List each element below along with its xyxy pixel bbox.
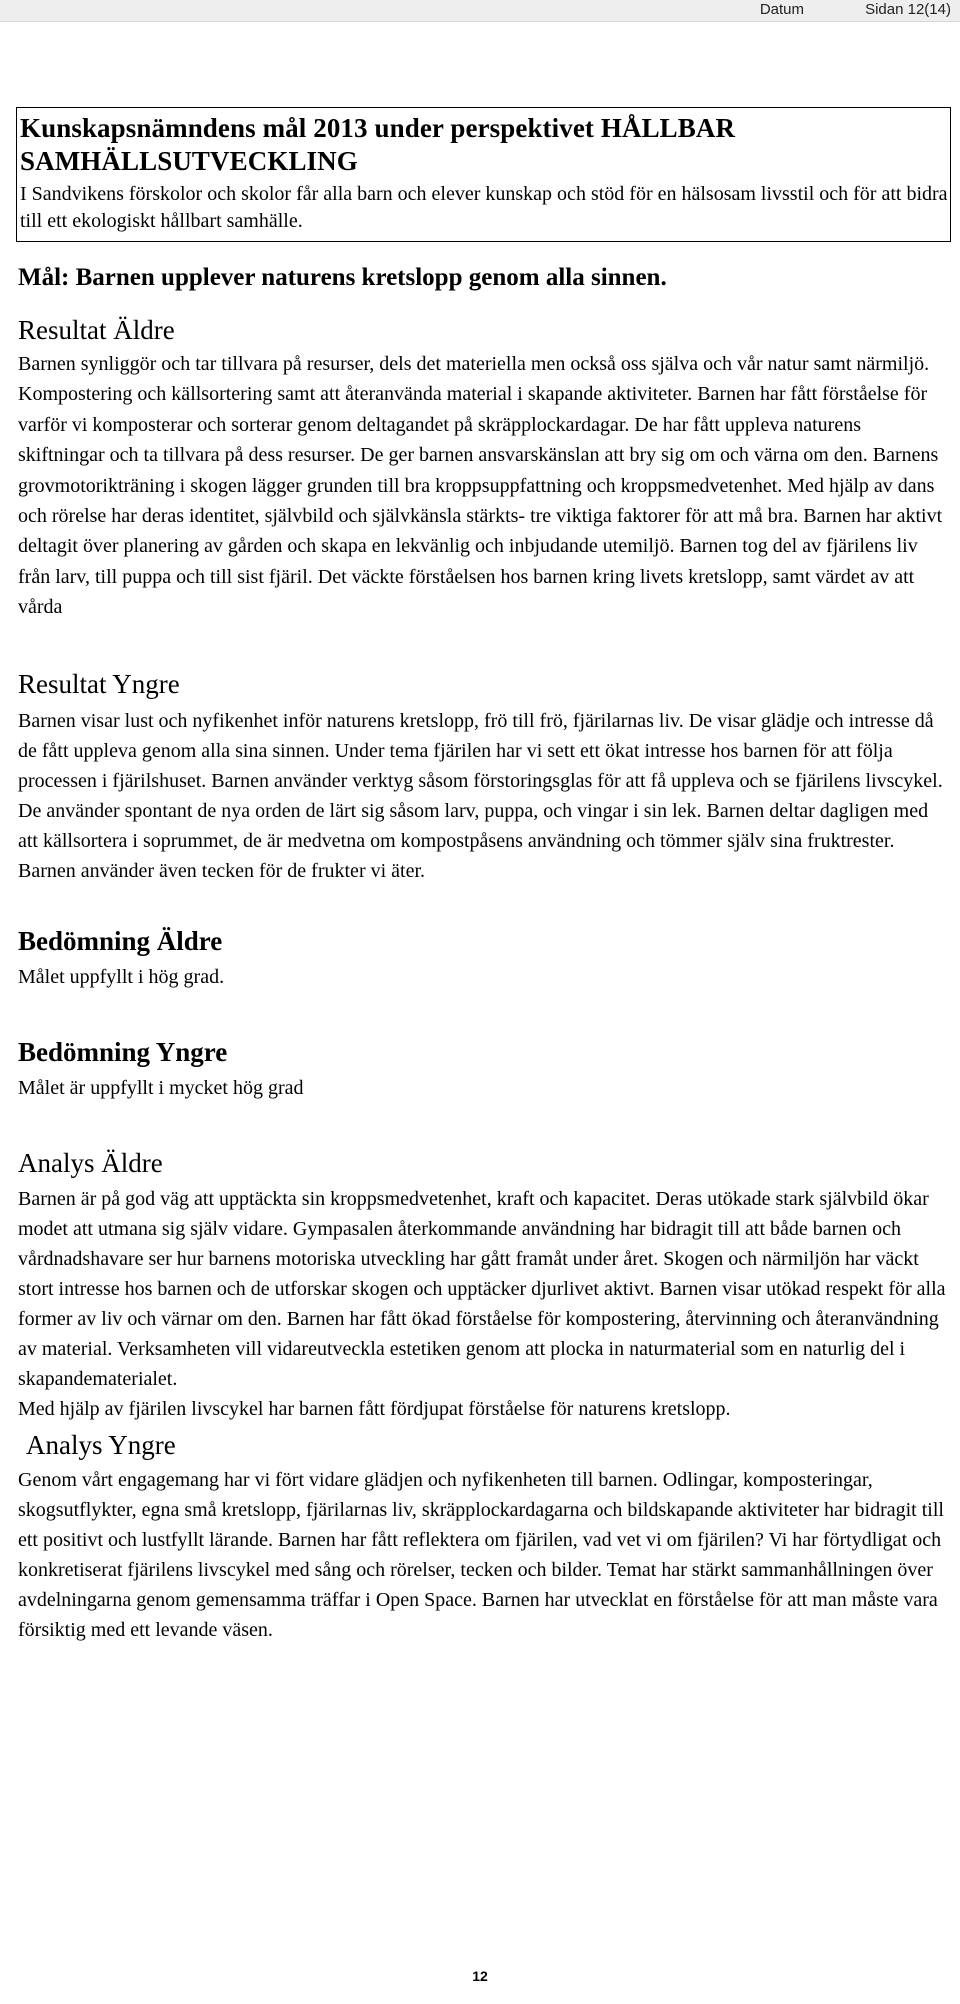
goal-box-text: I Sandvikens förskolor och skolor får alla barn och elever kunskap och stöd för en hälsosam livsstil och för att bidra till ett ekologiskt hållbart samhälle.: [20, 183, 948, 232]
goal-heading: Mål: Barnen upplever naturens kretslopp genom alla sinnen.: [18, 264, 667, 291]
header-date-label: Datum: [759, 1, 804, 18]
header-page-label: Sidan 12(14): [865, 1, 951, 18]
bedomning-yngre-text: Målet är uppfyllt i mycket hög grad: [18, 1076, 304, 1099]
resultat-yngre-heading: Resultat Yngre: [18, 668, 180, 699]
goal-box-title: Kunskapsnämndens mål 2013 under perspektivet HÅLLBAR SAMHÄLLSUTVECKLING: [20, 113, 736, 176]
document-body: [18, 107, 948, 1645]
analys-aldre-text: Barnen är på god väg att upptäckta sin kroppsmedvetenhet, kraft och kapacitet. Deras utökade stark självbild ökar modet att utmana sig själv vidare. Gympasalen återkommande användning har bidragit till att både barnen och vårdnadshavare ser hur barnens motoriska utveckling har gått framåt under året. Skogen och närmiljön har väckt stort intresse hos barnen och de utforskar skogen och upptäcker djurlivet aktivt. Barnen visar utökad respekt för alla former av liv och värnar om den. Barnen har fått ökad förståelse för kompostering, återvinning och återanvändning av material. Verksamheten vill vidareutveckla estetiken genom att plocka in naturmaterial som en naturlig del i skapandematerialet.: [18, 1187, 946, 1390]
resultat-aldre-heading: Resultat Äldre: [18, 315, 175, 345]
section-analys-aldre: [18, 1147, 948, 1424]
resultat-aldre-text: Barnen synliggör och tar tillvara på resurser, dels det materiella men också oss själva och vår natur samt närmiljö. Kompostering och källsortering samt att återanvända material i skapande aktiviteter. Barnen har fått förståelse för varför vi komposterar och sorterar genom deltagandet på skräpplockardagar. De har fått uppleva naturens skiftningar och ta tillvara på dess resurser. De ger barnen ansvarskänslan att bry sig om och värna om den. Barnens grovmotorikträning i skogen lägger grunden till bra kroppsuppfattning och kroppsmedvetenhet. Med hjälp av dans och rörelse har deras identitet, självbild och självkänsla stärkts- tre viktiga faktorer för att må bra. Barnen har aktivt deltagit över planering av gården och skapa en lekvänlig och inbjudande utemiljö. Barnen tog del av fjärilens liv från larv, till puppa och till sist fjäril. Det väckte förståelsen hos barnen kring livets kretslopp, samt värdet av att vårda: [18, 353, 943, 619]
resultat-yngre-text: Barnen visar lust och nyfikenhet inför naturens kretslopp, frö till frö, fjärilarnas liv. De visar glädje och intresse då de fått uppleva genom alla sina sinnen. Under tema fjärilen har vi sett ett ökat intresse hos barnen för att följa processen i fjärilshuset. Barnen använder verktyg såsom förstoringsglas för att få uppleva och se fjärilens livscykel. De använder spontant de nya orden de lärt sig såsom larv, puppa, och vingar i sin lek. Barnen deltar dagligen med att källsortera i soprummet, de är medvetna om kompostpåsens användning och tömmer själv sina fruktrester. Barnen använder även tecken för de frukter vi äter.: [18, 709, 943, 882]
section-analys-yngre: [18, 1429, 948, 1645]
analys-yngre-heading: Analys Yngre: [26, 1429, 176, 1460]
goal-box: [16, 107, 951, 242]
bedomning-aldre-heading: Bedömning Äldre: [18, 925, 223, 956]
section-bedomning-aldre: [18, 925, 948, 992]
section-resultat-yngre: [18, 668, 948, 886]
section-bedomning-yngre: [18, 1036, 948, 1103]
analys-aldre-heading: Analys Äldre: [18, 1147, 163, 1178]
analys-aldre-text-2: Med hjälp av fjärilen livscykel har barnen fått fördjupat förståelse för naturens kretslopp.: [18, 1397, 731, 1420]
footer-page-number: 12: [472, 1968, 488, 1984]
page-header-bar: [0, 0, 960, 22]
bedomning-yngre-heading: Bedömning Yngre: [18, 1036, 228, 1067]
analys-yngre-text: Genom vårt engagemang har vi fört vidare glädjen och nyfikenheten till barnen. Odlingar, komposteringar, skogsutflykter, egna små kretslopp, fjärilarnas liv, skräpplockardagarna och bildskapande aktiviteter har bidragit till ett positivt och lustfyllt lärande. Barnen har fått reflektera om fjärilen, vad vet vi om fjärilen? Vi har förtydligat och konkretiserat fjärilens livscykel med sång och rörelser, tecken och bilder. Temat har stärkt sammanhållningen över avdelningarna genom gemensamma träffar i Open Space. Barnen har utvecklat en förståelse för att man måste vara försiktig med ett levande väsen.: [18, 1468, 944, 1641]
section-resultat-aldre: [18, 314, 948, 623]
bedomning-aldre-text: Målet uppfyllt i hög grad.: [18, 965, 225, 988]
